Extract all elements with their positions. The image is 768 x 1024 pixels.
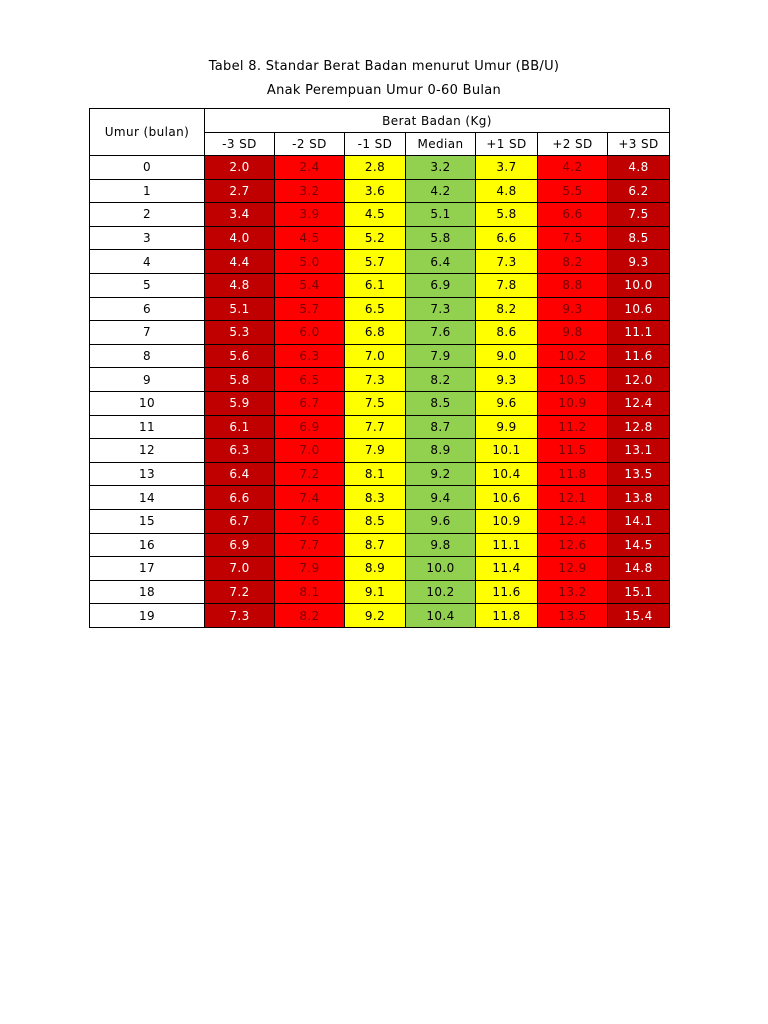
- weight-group-header: Berat Badan (Kg): [205, 109, 670, 133]
- value-cell-plus3sd: 8.5: [608, 226, 670, 250]
- age-column-header: Umur (bulan): [90, 109, 205, 156]
- table-row: [90, 273, 670, 297]
- value-cell-plus2sd: 13.2: [538, 580, 608, 604]
- age-cell: 16: [90, 533, 205, 557]
- age-cell: 1: [90, 179, 205, 203]
- value-cell-minus3sd: 4.0: [205, 226, 275, 250]
- value-cell-plus1sd: 6.6: [476, 226, 538, 250]
- value-cell-plus1sd: 9.6: [476, 391, 538, 415]
- value-cell-plus1sd: 10.9: [476, 509, 538, 533]
- age-cell: 8: [90, 344, 205, 368]
- value-cell-minus2sd: 6.0: [275, 321, 345, 345]
- value-cell-plus3sd: 9.3: [608, 250, 670, 274]
- value-cell-plus3sd: 15.1: [608, 580, 670, 604]
- value-cell-plus1sd: 10.1: [476, 439, 538, 463]
- value-cell-minus3sd: 7.0: [205, 557, 275, 581]
- age-cell: 12: [90, 439, 205, 463]
- value-cell-minus2sd: 5.7: [275, 297, 345, 321]
- value-cell-minus2sd: 5.0: [275, 250, 345, 274]
- column-header-plus3sd: +3 SD: [608, 133, 670, 156]
- table-row: [90, 580, 670, 604]
- table-row: [90, 203, 670, 227]
- value-cell-minus3sd: 3.4: [205, 203, 275, 227]
- value-cell-minus1sd: 7.0: [345, 344, 406, 368]
- value-cell-median: 8.5: [406, 391, 476, 415]
- value-cell-plus3sd: 13.8: [608, 486, 670, 510]
- value-cell-plus3sd: 15.4: [608, 604, 670, 628]
- value-cell-minus3sd: 2.0: [205, 156, 275, 180]
- value-cell-minus3sd: 5.3: [205, 321, 275, 345]
- value-cell-minus2sd: 6.5: [275, 368, 345, 392]
- value-cell-plus3sd: 14.5: [608, 533, 670, 557]
- table-row: [90, 368, 670, 392]
- value-cell-plus2sd: 10.9: [538, 391, 608, 415]
- value-cell-minus1sd: 6.8: [345, 321, 406, 345]
- value-cell-plus3sd: 12.0: [608, 368, 670, 392]
- value-cell-plus1sd: 5.8: [476, 203, 538, 227]
- table-title: Tabel 8. Standar Berat Badan menurut Umur (BB/U): [208, 59, 560, 74]
- value-cell-plus2sd: 5.5: [538, 179, 608, 203]
- value-cell-median: 9.2: [406, 462, 476, 486]
- value-cell-minus1sd: 8.9: [345, 557, 406, 581]
- value-cell-minus3sd: 7.3: [205, 604, 275, 628]
- value-cell-minus2sd: 2.4: [275, 156, 345, 180]
- value-cell-plus2sd: 10.5: [538, 368, 608, 392]
- table-row: [90, 604, 670, 628]
- table-row: [90, 486, 670, 510]
- table-row: [90, 557, 670, 581]
- value-cell-minus2sd: 6.9: [275, 415, 345, 439]
- value-cell-plus3sd: 7.5: [608, 203, 670, 227]
- value-cell-plus1sd: 11.4: [476, 557, 538, 581]
- value-cell-plus2sd: 11.2: [538, 415, 608, 439]
- value-cell-plus2sd: 12.9: [538, 557, 608, 581]
- age-cell: 7: [90, 321, 205, 345]
- value-cell-minus1sd: 5.7: [345, 250, 406, 274]
- value-cell-plus2sd: 13.5: [538, 604, 608, 628]
- weight-for-age-table: [89, 108, 670, 628]
- value-cell-minus2sd: 7.7: [275, 533, 345, 557]
- table-row: [90, 344, 670, 368]
- column-header-plus1sd: +1 SD: [476, 133, 538, 156]
- age-cell: 10: [90, 391, 205, 415]
- value-cell-median: 7.9: [406, 344, 476, 368]
- value-cell-plus2sd: 12.6: [538, 533, 608, 557]
- value-cell-median: 10.0: [406, 557, 476, 581]
- value-cell-minus2sd: 3.2: [275, 179, 345, 203]
- value-cell-plus1sd: 10.4: [476, 462, 538, 486]
- value-cell-minus2sd: 8.2: [275, 604, 345, 628]
- value-cell-minus1sd: 9.1: [345, 580, 406, 604]
- value-cell-plus1sd: 7.8: [476, 273, 538, 297]
- value-cell-minus1sd: 2.8: [345, 156, 406, 180]
- value-cell-minus2sd: 6.3: [275, 344, 345, 368]
- age-cell: 5: [90, 273, 205, 297]
- value-cell-minus1sd: 4.5: [345, 203, 406, 227]
- value-cell-minus1sd: 9.2: [345, 604, 406, 628]
- value-cell-minus3sd: 5.6: [205, 344, 275, 368]
- table-row: [90, 533, 670, 557]
- value-cell-plus2sd: 11.8: [538, 462, 608, 486]
- value-cell-minus2sd: 6.7: [275, 391, 345, 415]
- value-cell-plus3sd: 11.6: [608, 344, 670, 368]
- value-cell-minus1sd: 7.9: [345, 439, 406, 463]
- column-header-median: Median: [406, 133, 476, 156]
- value-cell-plus3sd: 13.1: [608, 439, 670, 463]
- age-cell: 9: [90, 368, 205, 392]
- value-cell-median: 9.8: [406, 533, 476, 557]
- value-cell-plus1sd: 11.1: [476, 533, 538, 557]
- value-cell-plus3sd: 10.0: [608, 273, 670, 297]
- age-cell: 19: [90, 604, 205, 628]
- value-cell-plus1sd: 3.7: [476, 156, 538, 180]
- value-cell-plus1sd: 7.3: [476, 250, 538, 274]
- value-cell-median: 9.4: [406, 486, 476, 510]
- value-cell-plus2sd: 9.8: [538, 321, 608, 345]
- value-cell-plus2sd: 4.2: [538, 156, 608, 180]
- value-cell-plus2sd: 8.8: [538, 273, 608, 297]
- value-cell-plus2sd: 8.2: [538, 250, 608, 274]
- value-cell-plus2sd: 6.6: [538, 203, 608, 227]
- value-cell-plus3sd: 13.5: [608, 462, 670, 486]
- value-cell-plus3sd: 14.8: [608, 557, 670, 581]
- value-cell-plus1sd: 8.2: [476, 297, 538, 321]
- age-cell: 17: [90, 557, 205, 581]
- value-cell-median: 5.1: [406, 203, 476, 227]
- value-cell-median: 7.6: [406, 321, 476, 345]
- value-cell-plus3sd: 6.2: [608, 179, 670, 203]
- value-cell-minus1sd: 8.7: [345, 533, 406, 557]
- age-cell: 11: [90, 415, 205, 439]
- value-cell-plus1sd: 10.6: [476, 486, 538, 510]
- column-header-plus2sd: +2 SD: [538, 133, 608, 156]
- value-cell-minus1sd: 6.5: [345, 297, 406, 321]
- table-row: [90, 509, 670, 533]
- value-cell-minus1sd: 6.1: [345, 273, 406, 297]
- value-cell-plus1sd: 9.3: [476, 368, 538, 392]
- value-cell-plus1sd: 11.6: [476, 580, 538, 604]
- value-cell-minus3sd: 5.9: [205, 391, 275, 415]
- value-cell-median: 5.8: [406, 226, 476, 250]
- column-header-minus3sd: -3 SD: [205, 133, 275, 156]
- value-cell-median: 9.6: [406, 509, 476, 533]
- age-cell: 3: [90, 226, 205, 250]
- value-cell-plus1sd: 11.8: [476, 604, 538, 628]
- value-cell-minus1sd: 3.6: [345, 179, 406, 203]
- value-cell-minus1sd: 7.3: [345, 368, 406, 392]
- value-cell-median: 6.9: [406, 273, 476, 297]
- table-row: [90, 462, 670, 486]
- value-cell-minus3sd: 2.7: [205, 179, 275, 203]
- value-cell-minus3sd: 6.3: [205, 439, 275, 463]
- value-cell-plus1sd: 8.6: [476, 321, 538, 345]
- value-cell-minus1sd: 8.5: [345, 509, 406, 533]
- value-cell-minus2sd: 7.9: [275, 557, 345, 581]
- table-row: [90, 415, 670, 439]
- value-cell-plus2sd: 11.5: [538, 439, 608, 463]
- value-cell-plus3sd: 12.4: [608, 391, 670, 415]
- value-cell-plus3sd: 14.1: [608, 509, 670, 533]
- value-cell-plus3sd: 4.8: [608, 156, 670, 180]
- value-cell-minus1sd: 7.5: [345, 391, 406, 415]
- value-cell-plus3sd: 10.6: [608, 297, 670, 321]
- value-cell-minus2sd: 4.5: [275, 226, 345, 250]
- table-row: [90, 391, 670, 415]
- table-row: [90, 226, 670, 250]
- value-cell-minus2sd: 7.0: [275, 439, 345, 463]
- age-cell: 4: [90, 250, 205, 274]
- header-row-group: [90, 109, 670, 133]
- value-cell-minus3sd: 4.8: [205, 273, 275, 297]
- age-cell: 14: [90, 486, 205, 510]
- value-cell-plus1sd: 9.9: [476, 415, 538, 439]
- value-cell-median: 8.9: [406, 439, 476, 463]
- age-cell: 18: [90, 580, 205, 604]
- table-row: [90, 297, 670, 321]
- age-cell: 13: [90, 462, 205, 486]
- value-cell-minus2sd: 8.1: [275, 580, 345, 604]
- value-cell-plus2sd: 9.3: [538, 297, 608, 321]
- value-cell-minus3sd: 5.8: [205, 368, 275, 392]
- value-cell-median: 7.3: [406, 297, 476, 321]
- value-cell-plus2sd: 12.1: [538, 486, 608, 510]
- value-cell-minus2sd: 3.9: [275, 203, 345, 227]
- table-row: [90, 250, 670, 274]
- age-cell: 6: [90, 297, 205, 321]
- value-cell-median: 8.7: [406, 415, 476, 439]
- age-cell: 0: [90, 156, 205, 180]
- value-cell-minus3sd: 6.7: [205, 509, 275, 533]
- value-cell-plus2sd: 12.4: [538, 509, 608, 533]
- value-cell-minus1sd: 8.1: [345, 462, 406, 486]
- value-cell-minus3sd: 7.2: [205, 580, 275, 604]
- value-cell-minus2sd: 5.4: [275, 273, 345, 297]
- value-cell-minus3sd: 6.6: [205, 486, 275, 510]
- value-cell-plus2sd: 7.5: [538, 226, 608, 250]
- column-header-minus2sd: -2 SD: [275, 133, 345, 156]
- value-cell-plus1sd: 4.8: [476, 179, 538, 203]
- value-cell-minus1sd: 7.7: [345, 415, 406, 439]
- value-cell-minus3sd: 6.4: [205, 462, 275, 486]
- value-cell-minus3sd: 4.4: [205, 250, 275, 274]
- value-cell-minus3sd: 6.1: [205, 415, 275, 439]
- value-cell-median: 6.4: [406, 250, 476, 274]
- value-cell-median: 4.2: [406, 179, 476, 203]
- value-cell-plus1sd: 9.0: [476, 344, 538, 368]
- age-cell: 15: [90, 509, 205, 533]
- value-cell-median: 8.2: [406, 368, 476, 392]
- value-cell-minus3sd: 6.9: [205, 533, 275, 557]
- value-cell-plus3sd: 12.8: [608, 415, 670, 439]
- value-cell-median: 10.4: [406, 604, 476, 628]
- value-cell-minus3sd: 5.1: [205, 297, 275, 321]
- table-row: [90, 439, 670, 463]
- table-subtitle: Anak Perempuan Umur 0-60 Bulan: [266, 83, 502, 98]
- column-header-minus1sd: -1 SD: [345, 133, 406, 156]
- value-cell-median: 10.2: [406, 580, 476, 604]
- age-cell: 2: [90, 203, 205, 227]
- value-cell-minus2sd: 7.6: [275, 509, 345, 533]
- table-row: [90, 179, 670, 203]
- table-row: [90, 321, 670, 345]
- value-cell-median: 3.2: [406, 156, 476, 180]
- value-cell-plus3sd: 11.1: [608, 321, 670, 345]
- value-cell-minus2sd: 7.4: [275, 486, 345, 510]
- value-cell-minus2sd: 7.2: [275, 462, 345, 486]
- value-cell-minus1sd: 5.2: [345, 226, 406, 250]
- table-row: [90, 156, 670, 180]
- value-cell-plus2sd: 10.2: [538, 344, 608, 368]
- value-cell-minus1sd: 8.3: [345, 486, 406, 510]
